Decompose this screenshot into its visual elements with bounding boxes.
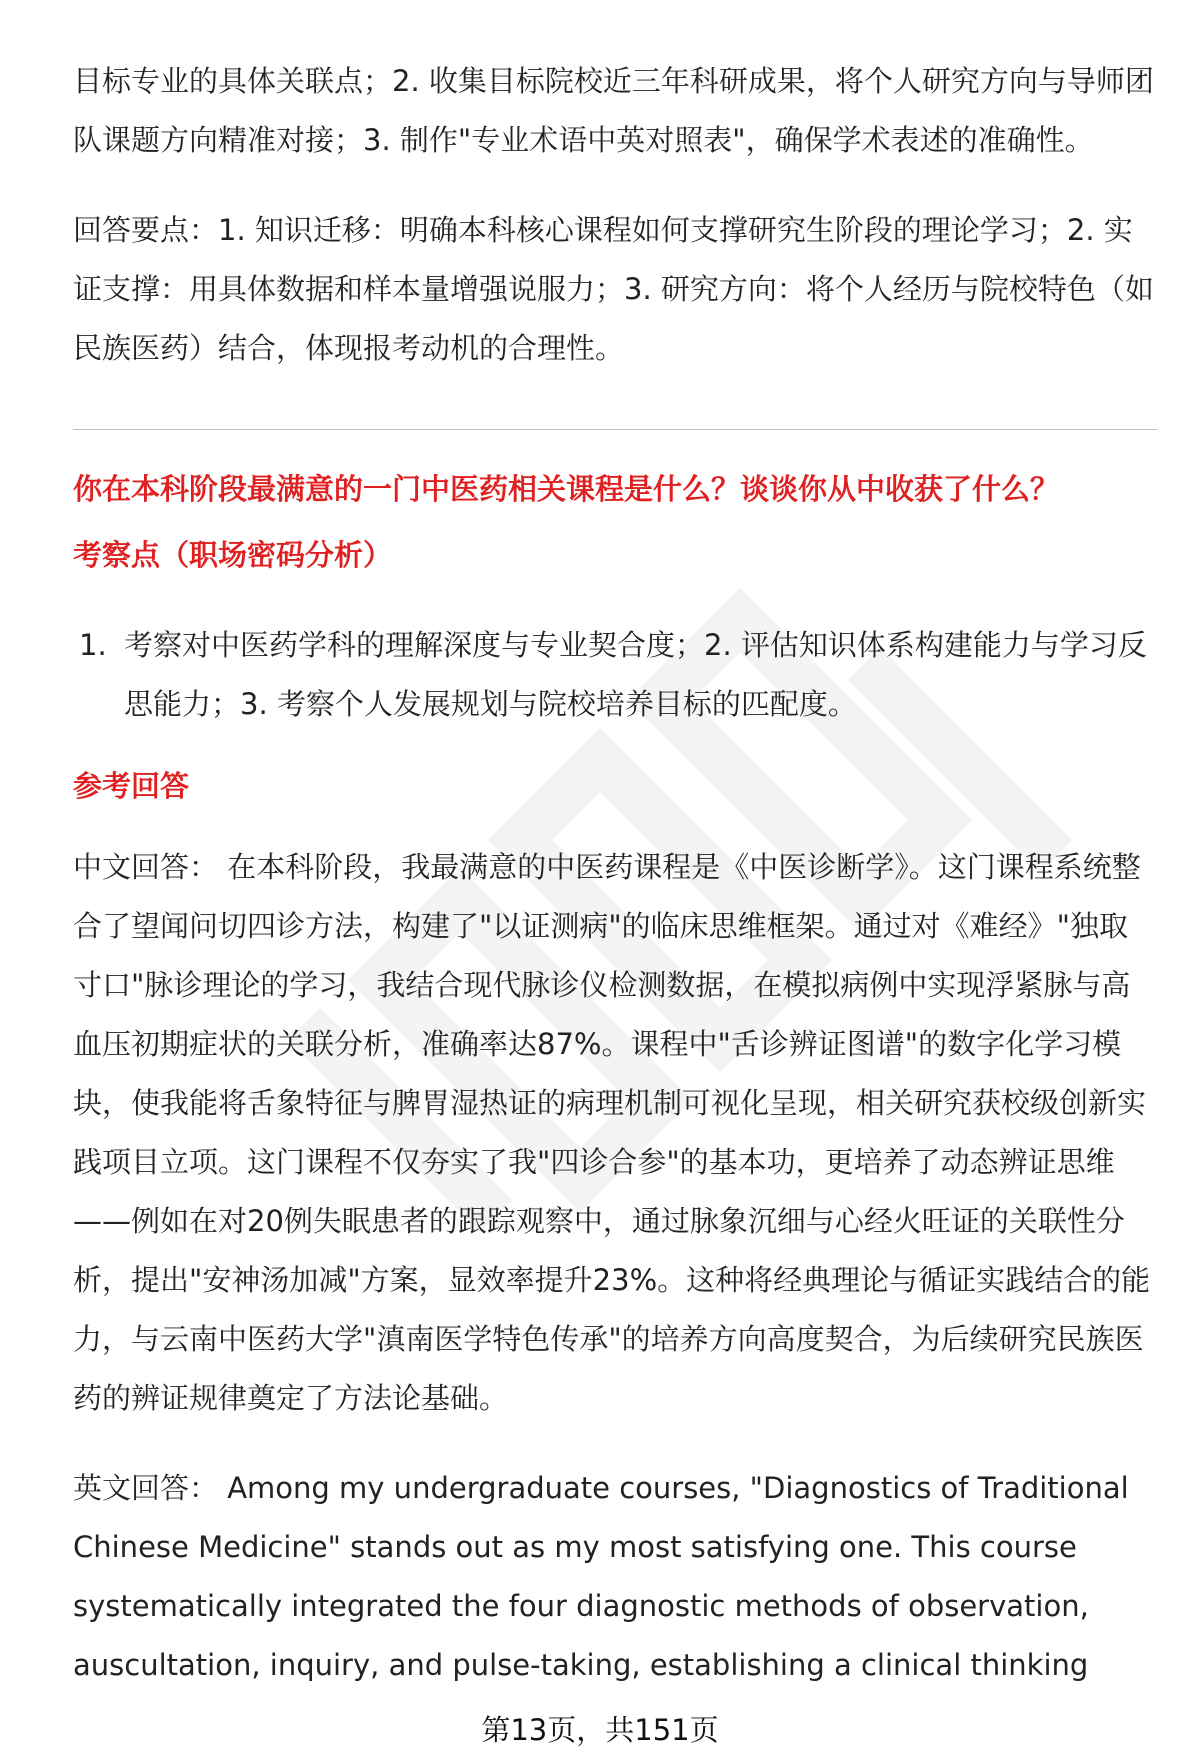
answer-points-paragraph: 回答要点：1. 知识迁移：明确本科核心课程如何支撑研究生阶段的理论学习；2. 实证支撑：用具体数据和样本量增强说服力；3. 研究方向：将个人经历与院校特色（如民族医药）结合，体现报考动机的合理性。 bbox=[73, 213, 1154, 365]
assessment-text: 考察对中医药学科的理解深度与专业契合度；2. 评估知识体系构建能力与学习反思能力；3. 考察个人发展规划与院校培养目标的匹配度。 bbox=[124, 628, 1147, 721]
reference-answer-heading: 参考回答 bbox=[73, 769, 190, 803]
page-footer: 第13页，共151页 bbox=[481, 1713, 719, 1747]
english-answer-paragraph: 英文回答： Among my undergraduate courses, "Diagnostics of Traditional Chinese Medicine" stands out as my most satisfying one. This course systematically integrated the four diagnostic methods of observation, auscultation, inquiry, and pulse-taking, establishing a clinical thinking bbox=[73, 1471, 1129, 1682]
list-number: 1. bbox=[79, 628, 107, 662]
document-content bbox=[73, 52, 1157, 1695]
intro-paragraph: 目标专业的具体关联点；2. 收集目标院校近三年科研成果，将个人研究方向与导师团队课题方向精准对接；3. 制作"专业术语中英对照表"，确保学术表述的准确性。 bbox=[73, 64, 1154, 157]
assessment-heading: 考察点（职场密码分析） bbox=[73, 538, 393, 572]
section-divider bbox=[73, 429, 1157, 430]
assessment-list-item bbox=[73, 616, 1157, 734]
question-heading: 你在本科阶段最满意的一门中医药相关课程是什么？谈谈你从中收获了什么？ bbox=[73, 472, 1060, 506]
chinese-answer-paragraph: 中文回答： 在本科阶段，我最满意的中医药课程是《中医诊断学》。这门课程系统整合了望闻问切四诊方法，构建了"以证测病"的临床思维框架。通过对《难经》"独取寸口"脉诊理论的学习，我结合现代脉诊仪检测数据，在模拟病例中实现浮紧脉与高血压初期症状的关联分析，准确率达87%。课程中"舌诊辨证图谱"的数字化学习模块，使我能将舌象特征与脾胃湿热证的病理机制可视化呈现，相关研究获校级创新实践项目立项。这门课程不仅夯实了我"四诊合参"的基本功，更培养了动态辨证思维——例如在对20例失眠患者的跟踪观察中，通过脉象沉细与心经火旺证的关联性分析，提出"安神汤加减"方案，显效率提升23%。这种将经典理论与循证实践结合的能力，与云南中医药大学"滇南医学特色传承"的培养方向高度契合，为后续研究民族医药的辨证规律奠定了方法论基础。 bbox=[73, 850, 1151, 1415]
